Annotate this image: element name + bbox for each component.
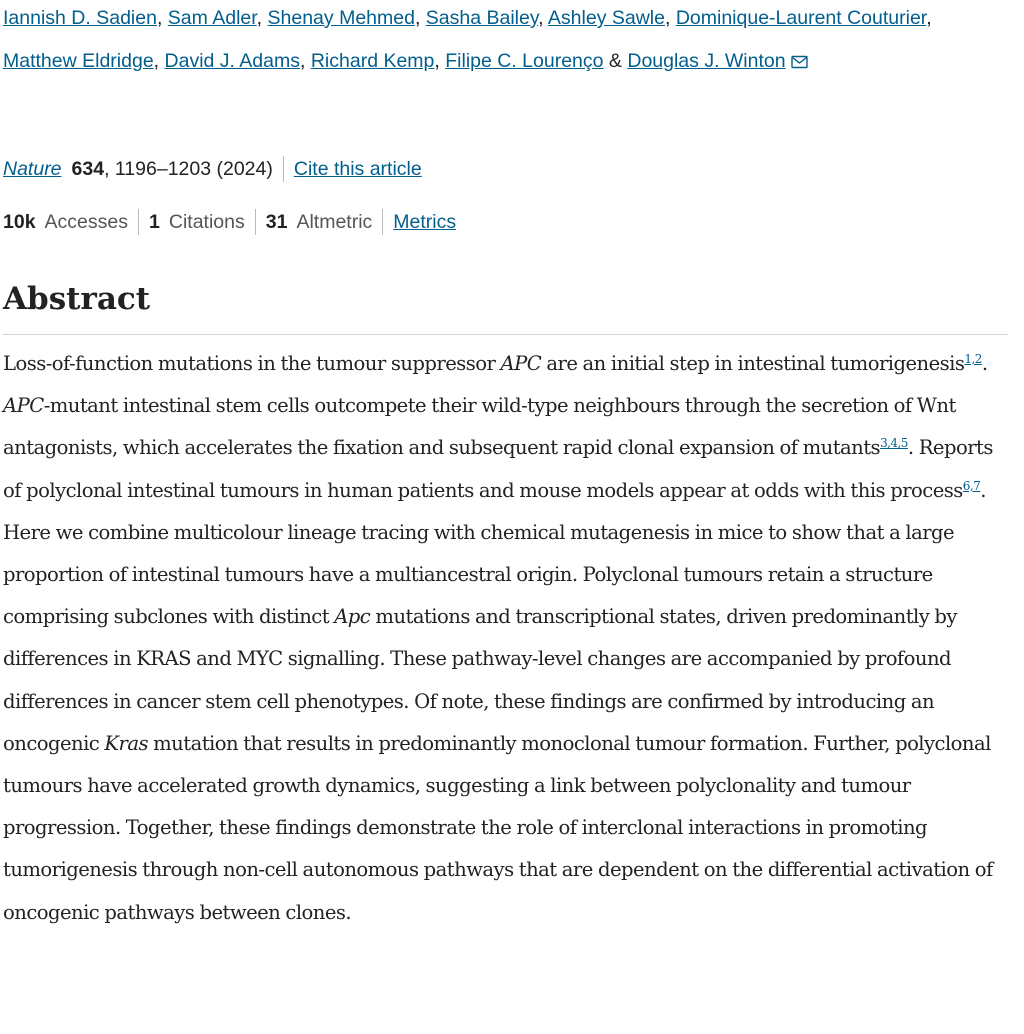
journal-link[interactable] — [3, 154, 62, 184]
author-link[interactable]: Dominique-Laurent Couturier — [675, 7, 927, 29]
author-link[interactable]: Sam Adler — [167, 7, 257, 29]
abstract-text-segment: mutation that results in predominantly monoclonal tumour formation. Further, polyclonal tumours have accelerated growth dynamics, suggesting a link between polyclonality and tumour progression. Together, these findings demonstrate the role of interclonal interactions in promoting tumorigenesis through non-cell autonomous pathways that are dependent on the differential activation of oncogenic pathways between clones. — [3, 731, 993, 924]
abstract-text-segment: . Reports of polyclonal intestinal tumours in human patients and mouse models appear at odds with this process — [3, 436, 993, 502]
abstract-text-segment: . Here we combine multicolour lineage tracing with chemical mutagenesis in mice to show that a large proportion of intestinal tumours have a multiancestral origin. Polyclonal tumours retain a structure comprising subclones with distinct — [3, 478, 986, 629]
citation-line — [3, 154, 1008, 184]
abstract-text-segment: -mutant intestinal stem cells outcompete their wild-type neighbours through the secretion of Wnt antagonists, which accelerates the fixation and subsequent rapid clonal expansion of mutants — [3, 394, 956, 460]
divider — [283, 156, 284, 182]
abstract-text-segment: are an initial step in intestinal tumorigenesis — [541, 352, 965, 375]
author-link[interactable]: Ashley Sawle — [547, 7, 665, 29]
altmetric-label: Altmetric — [296, 211, 373, 233]
reference-superscript — [963, 479, 980, 493]
reference-link[interactable]: 6,7 — [962, 478, 981, 493]
abstract-heading: Abstract — [3, 281, 151, 317]
author-link[interactable]: David J. Adams — [164, 50, 300, 72]
author-separator: , — [664, 7, 671, 29]
author-separator: , — [538, 7, 544, 29]
reference-superscript — [880, 436, 908, 450]
author-list — [3, 0, 1008, 85]
mail-icon[interactable] — [791, 42, 808, 85]
author-link[interactable]: Shenay Mehmed — [267, 7, 415, 29]
gene-name: APC — [3, 394, 44, 418]
author-separator: , — [156, 7, 163, 29]
author-separator: , — [926, 7, 932, 29]
author-separator: , — [414, 7, 421, 29]
cite-this-article-link[interactable]: Cite this article — [293, 158, 422, 180]
reference-link[interactable]: 1,2 — [964, 352, 982, 366]
metrics-bar — [3, 207, 1008, 237]
divider — [382, 209, 383, 235]
author-separator: , — [256, 7, 263, 29]
pages-year: , 1196–1203 (2024) — [104, 158, 273, 180]
author-separator: , — [434, 50, 440, 72]
abstract-text — [3, 343, 1008, 934]
abstract-text-segment: . — [981, 352, 988, 375]
metrics-link[interactable]: Metrics — [393, 211, 457, 233]
author-link[interactable]: Matthew Eldridge — [3, 50, 154, 72]
reference-link[interactable]: 3,4,5 — [880, 436, 908, 451]
author-separator: , — [300, 50, 306, 72]
author-link[interactable]: Filipe C. Lourenço — [445, 50, 604, 72]
author-separator: , — [153, 50, 160, 72]
reference-superscript — [964, 352, 981, 366]
citations-label: Citations — [168, 211, 245, 233]
accesses-count: 10k — [3, 211, 36, 233]
corresponding-author-link[interactable]: Douglas J. Winton — [627, 50, 786, 72]
gene-name: Kras — [104, 731, 148, 755]
altmetric-score: 31 — [265, 211, 288, 233]
author-and: & — [608, 50, 622, 72]
divider — [255, 209, 256, 235]
abstract-text-segment: Loss-of-function mutations in the tumour suppressor — [3, 352, 501, 375]
author-link[interactable]: Richard Kemp — [310, 50, 435, 72]
divider — [138, 209, 139, 235]
citations-count: 1 — [149, 211, 160, 233]
gene-name: Apc — [334, 605, 371, 629]
gene-name: APC — [500, 352, 542, 375]
accesses-label: Accesses — [44, 211, 128, 233]
volume-number: 634 — [71, 158, 105, 180]
section-divider — [3, 334, 1008, 335]
abstract-text-segment: mutations and transcriptional states, driven predominantly by differences in KRAS and MYC signalling. These pathway-level changes are accompanied by profound differences in cancer stem cell phenotypes. Of note, these findings are confirmed by introducing an oncogenic — [3, 605, 957, 755]
author-link[interactable]: Sasha Bailey — [425, 7, 539, 29]
journal-name: Nature — [3, 158, 62, 180]
author-link[interactable]: Iannish D. Sadien — [3, 7, 157, 29]
